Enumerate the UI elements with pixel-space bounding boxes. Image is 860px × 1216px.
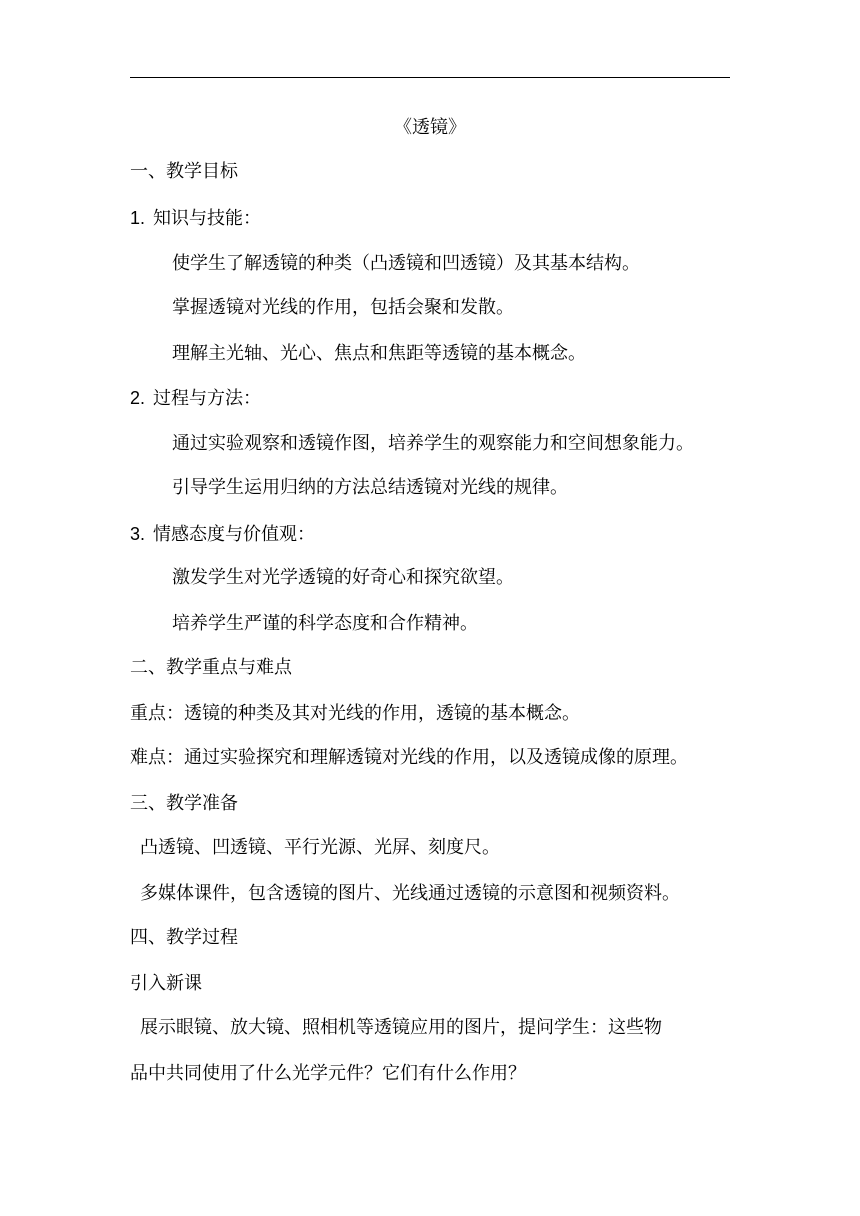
difficulty-text: 难点：通过实验探究和理解透镜对光线的作用，以及透镜成像的原理。 — [130, 747, 688, 768]
intro-text-line: 展示眼镜、放大镜、照相机等透镜应用的图片，提问学生：这些物 — [140, 1017, 662, 1038]
subsection-title: 情感态度与价值观： — [153, 524, 316, 545]
subsection-title: 知识与技能： — [153, 208, 262, 229]
section-heading-process: 四、教学过程 — [130, 927, 238, 948]
list-item: 引导学生运用归纳的方法总结透镜对光线的规律。 — [172, 477, 568, 498]
header-rule — [130, 77, 730, 78]
subsection-number: 3. — [130, 524, 146, 544]
list-item: 凸透镜、凹透镜、平行光源、光屏、刻度尺。 — [140, 837, 500, 858]
subsection-process-methods — [130, 386, 750, 411]
subsection-knowledge-skills — [130, 206, 750, 231]
list-item: 通过实验观察和透镜作图，培养学生的观察能力和空间想象能力。 — [172, 433, 694, 454]
list-item: 激发学生对光学透镜的好奇心和探究欲望。 — [172, 567, 514, 588]
list-item: 理解主光轴、光心、焦点和焦距等透镜的基本概念。 — [172, 343, 586, 364]
subsection-attitudes-values — [130, 522, 750, 547]
document-title: 《透镜》 — [394, 117, 466, 138]
section-heading-key-points: 二、教学重点与难点 — [130, 657, 292, 678]
section-heading-preparation: 三、教学准备 — [130, 793, 238, 814]
subsection-number: 1. — [130, 208, 146, 228]
subsection-number: 2. — [130, 388, 146, 408]
section-heading-objectives: 一、教学目标 — [130, 161, 238, 182]
key-point-text: 重点：透镜的种类及其对光线的作用，透镜的基本概念。 — [130, 703, 580, 724]
subsection-title: 过程与方法： — [153, 388, 262, 409]
list-item: 多媒体课件，包含透镜的图片、光线通过透镜的示意图和视频资料。 — [140, 883, 680, 904]
list-item: 掌握透镜对光线的作用，包括会聚和发散。 — [172, 297, 514, 318]
intro-heading: 引入新课 — [130, 973, 202, 994]
list-item: 使学生了解透镜的种类（凸透镜和凹透镜）及其基本结构。 — [172, 253, 640, 274]
intro-text-line: 品中共同使用了什么光学元件？它们有什么作用？ — [130, 1063, 526, 1084]
list-item: 培养学生严谨的科学态度和合作精神。 — [172, 613, 478, 634]
